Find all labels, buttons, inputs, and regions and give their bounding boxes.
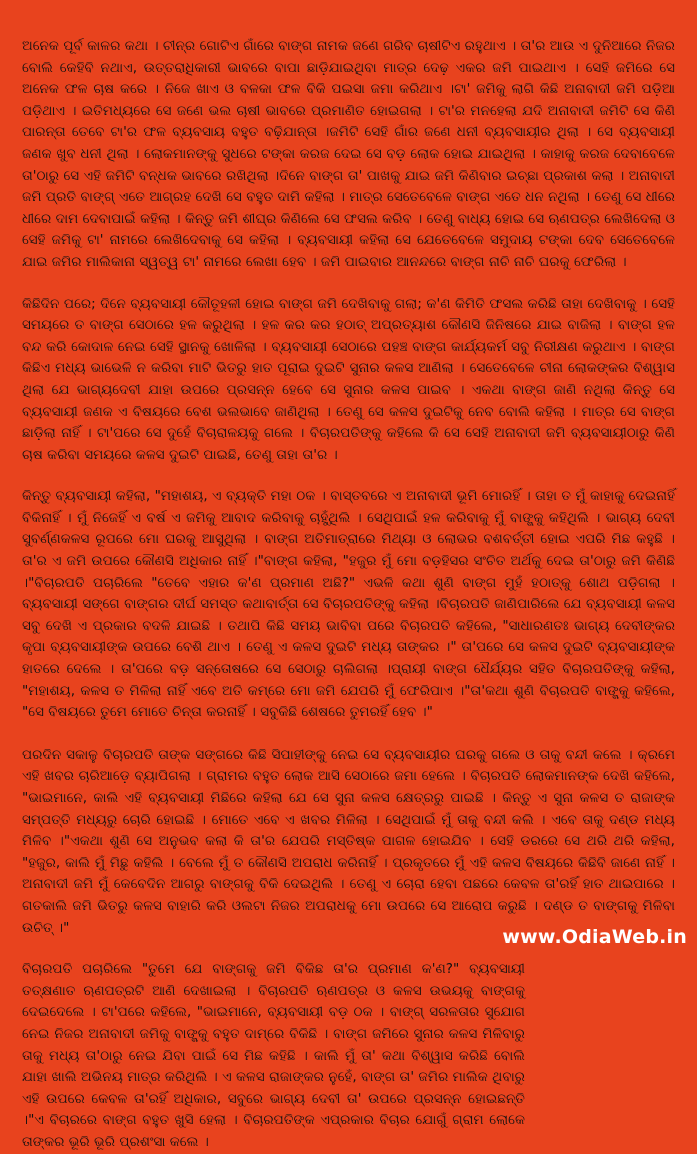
- story-paragraph-5: ବିଚାରପତି ପଚାରିଲେ "ତୁମେ ଯେ ବାଙ୍ଗକୁ ଜମି ବିକିଛ ତା'ର ପ୍ରମାଣ କ'ଣ?" ବ୍ୟବସାୟୀ ତତ୍କ୍ଷଣାତ ଋଣପତ୍ରଟି ଆଣି ଦେଖାଇଲା । ବିଚାରପତି ଋଣପତ୍ର ଓ କଳସ ଉଭୟକୁ ବାଙ୍ଗକୁ ଦେଇଦେଲେ । ଟା'ପରେ କହିଲେ, "ଭାଇମାନେ, ବ୍ୟବସାୟୀ ବଡ଼ ଠକ । ବାଙ୍ଗ୍ ସରଳତାର ସୁଯୋଗ ନେଇ ନିଜର ଅନାବାଦୀ ଜମିକୁ ବାଙ୍ଗ୍କୁ ବହୁତ ଦାମ୍ରେ ବିକିଛି । ବାଙ୍ଗ ଜମିରେ ସୁନାର କଳସ ମିଳିବାରୁ ତାକୁ ମଧ୍ୟ ତା'ଠାରୁ ନେଇ ଯିବା ପାଇଁ ସେ ମିଛ କହିଛି । କାଲି ମୁଁ ତା' କଥା ବିଶ୍ୱାସ କରିଛି ବୋଲି ଯାହା ଖାଲି ଅଭିନୟ ମାତ୍ର କରିଥିଲି । ଏ କଳସ ରାଜାଙ୍କର ନୁହେଁ, ବାଙ୍ଗ ତା' ଜମିର ମାଲିକ ଥିବାରୁ ଏହି ଉପରେ କେବଳ ତା'ରହିଁ ଅଧିକାର, ସବୁରେ ଭାଗ୍ୟ ଦେବୀ ତା' ଉପରେ ପ୍ରସନ୍ନ ହୋଇଛନ୍ତି ।"ଏ ବିଚାରରେ ବାଙ୍ଗ ବହୁତ ଖୁସି ହେଲା । ବିଚାରପତିଙ୍କ ଏପ୍ରକାର ବିଚାର ଯୋଗୁଁ ଗ୍ରାମ ଲୋକେ ତାଙ୍କର ଭୂରି ଭୂରି ପ୍ରଶଂସା କଲେ ।: [22, 961, 525, 1150]
- story-paragraph-1: ଅନେକ ପୂର୍ବ କାଳର କଥା । ଚୀନ୍ର ଗୋଟିଏ ଗାଁରେ ବାଙ୍ଗ ନାମକ ଜଣେ ଗରିବ ଚାଷୀଟିଏ ରହୁଥାଏ । ତା'ର ଆଉ ଏ ଦୁନିଆରେ ନିଜର ବୋଲି କେହିବି ନଥାଏ, ଉତ୍ତରାଧିକାରୀ ଭାବରେ ବାପା ଛାଡ଼ିଯାଇଥିବା ମାତ୍ର ଦେଢ଼ ଏକର ଜମି ପାଇଥାଏ । ସେହି ଜମିରେ ସେ ଅନେକ ଫଳ ଚାଷ କରେ । ନିଜେ ଖାଏ ଓ ବଳକା ଫଳ ବିକି ପଇସା ଜମା କରିଥାଏ ।ଟା' ଜମିକୁ ଲାଗି କିଛି ଅନାବାଦୀ ଜମି ପଡ଼ିଆ ପଡ଼ିଥାଏ । ଇତିମଧ୍ୟରେ ସେ ଜଣେ ଭଲ ଚାଷୀ ଭାବରେ ପ୍ରମାଣିତ ହୋଇଗଲା । ଟା'ର ମନହେଲା ଯଦି ଅନାବାଦୀ ଜମିଟି ସେ କିଣି ପାରନ୍ତା ତେବେ ଟା'ର ଫଳ ବ୍ୟବସାୟ ବହୁତ ବଢ଼ିଯାନ୍ତା ।ଜମିଟି ସେହି ଗାଁର ଜଣେ ଧନୀ ବ୍ୟବସାୟୀର ଥିଲା । ସେ ବ୍ୟବସାୟୀ ଜଣକ ଖୁବ ଧନୀ ଥିଲା । ଲୋକମାନଙ୍କୁ ସୁଧରେ ଟଙ୍କା କରଜ ଦେଇ ସେ ବଡ଼ ଲୋକ ହୋଇ ଯାଇଥିଲା । କାହାକୁ କରଜ ଦେବାବେଳେ ତା'ଠାରୁ ସେ ଏହି ଜମିଟି ବନ୍ଧକ ଭାବରେ ରଖିଥିଲା ।ଦିନେ ବାଙ୍ଗ ତା' ପାଖକୁ ଯାଇ ଜମି କିଣିବାର ଇଚ୍ଛା ପ୍ରକାଶ କଲା । ଅନାବାଦୀ ଜମି ପ୍ରତି ବାଙ୍ଗ୍ ଏତେ ଆଗ୍ରହ ଦେଖି ସେ ବହୁତ ଦାମି କହିଲା । ମାତ୍ର ସେତେବେଳେ ବାଙ୍ଗ ଏତେ ଧନ ନଥିଲା । ତେଣୁ ସେ ଧୀରେ ଧୀରେ ଦାମ ଦେବାପାଇଁ କହିଲା । କିନ୍ତୁ ଜମି ଶୀଘ୍ର କିଣିଲେ ସେ ଫସଲ କରିବ । ତେଣୁ ବାଧ୍ୟ ହୋଇ ସେ ଋଣପତ୍ର ଲେଖିଦେଲା ଓ ସେହି ଜମିକୁ ଟା' ନାମରେ ଲେଖିଦେବାକୁ ସେ କହିଲା । ବ୍ୟବସାୟୀ କହିଲା ସେ ଯେତେବେଳେ ସମୁଦାୟ ଟଙ୍କା ଦେବ ସେତେବେଳେ ଯାଇ ଜମିର ମାଲିକାନା ସ୍ୱତ୍ୱ ଟା' ନାମରେ ଲେଖା ହେବ । ଜମି ପାଇବାର ଆନନ୍ଦରେ ବାଙ୍ଗ ନାଚି ନାଚି ଘରକୁ ଫେରିଲା ।: [22, 38, 675, 270]
- site-watermark: www.OdiaWeb.in: [502, 926, 687, 948]
- story-paragraph-2: କିଛିଦିନ ପରେ; ଦିନେ ବ୍ୟବସାୟୀ କୌତୂହଳୀ ହୋଇ ବାଙ୍ଗ ଜମି ଦେଖିବାକୁ ଗଲା; କ'ଣ କିମିତି ଫସଲ କରିଛି ତାହା ଦେଖିବାକୁ । ସେହି ସମୟରେ ତ ବାଙ୍ଗ ସେଠାରେ ହଳ କରୁଥିଲା । ହଳ କର କର ହଠାତ୍ ଅପ୍ରତ୍ୟାଶ କୌଣସି ଜିନିଷରେ ଯାଇ ବାଜିଲା । ବାଙ୍ଗ ହଳ ବନ୍ଦ କରି କୋଦାଳ ନେଇ ସେହି ସ୍ଥାନକୁ ଖୋଳିଲା । ବ୍ୟବସାୟୀ ସେଠାରେ ପହଞ୍ଚ ବାଙ୍ଗ କାର୍ଯ୍ୟକର୍ମ ସବୁ ନିରୀକ୍ଷଣ କରୁଥାଏ । ବାଙ୍ଗ କିଛିଏ ମଧ୍ୟ ଭାଭେଳି ନ କରିବା ମାଟି ଭିତରୁ ହାତ ପୂରାଇ ଦୁଇଟି ସୁନାର କଳସ ଆଣିଲା । ସେତେବେଳେ ଚୀନା ଲୋକଙ୍କର ବିଶ୍ୱାସ ଥିଲା ଯେ ଭାଗ୍ୟଦେବୀ ଯାହା ଉପରେ ପ୍ରସନ୍ନ ହେବେ ସେ ସୁନାର କଳସ ପାଇବ । ଏକଥା ବାଙ୍ଗ ଜାଣି ନଥିଲା କିନ୍ତୁ ସେ ବ୍ୟବସାୟୀ ଜଣକ ଏ ବିଷୟରେ ବେଶ ଭଲଭାବେ ଜାଣିଥିଲା । ତେଣୁ ସେ କଳସ ଦୁଇଟିକୁ ନେବ ବୋଲି କହିଲା । ମାତ୍ର ସେ ବାଙ୍ଗ ଛାଡ଼ିଲା ନାହିଁ । ଟା'ପରେ ସେ ଦୁହେଁ ବିଚାରାଳୟକୁ ଗଲେ । ବିଚାରପତିଙ୍କୁ କହିଲେ କି ସେ ସେହି ଅନାବାଦୀ ଜମି ବ୍ୟବସାୟୀଠାରୁ କିଣି ଚାଷ କରିବା ସମୟରେ କଳସ ଦୁଇଟି ପାଇଛି, ତେଣୁ ତାହା ତା'ର ।: [22, 295, 675, 463]
- story-paragraph-3: କିନ୍ତୁ ବ୍ୟବସାୟୀ କହିଲା, "ମହାଶୟ, ଏ ବ୍ୟକ୍ତି ମହା ଠକ । ବାସ୍ତବରେ ଏ ଅନାବାଦୀ ଭୂମି ମୋରହିଁ । ତାହା ତ ମୁଁ କାହାକୁ ଦେଇନାହିଁ ବିକିନାହିଁ । ମୁଁ ନିଜେହିଁ ଏ ବର୍ଷ ଏ ଜମିକୁ ଆବାଦ କରିବାକୁ ଚାହୁଁଥିଲି । ସେଥିପାଇଁ ହଳ କରିବାକୁ ମୁଁ ବାଙ୍ଗ୍କୁ କହିଥିଲି । ଭାଗ୍ୟ ଦେବୀ ସୁବର୍ଣ୍ଣକଳସ ରୂପରେ ମୋ ଘରକୁ ଆସୁଥିଲା । ବାଙ୍ଗ ଅତିମାତ୍ରାରେ ମିଥ୍ୟା ଓ ଲୋଭର ବଶବର୍ତ୍ତୀ ହୋଇ ଏପରି ମିଛ କହୁଛି । ତା'ର ଏ ଜମି ଉପରେ କୌଣସି ଅଧିକାର ନାହିଁ ।"ବାଙ୍ଗ କହିଲା, "ହଜୁର ମୁଁ ମୋ ବଡ଼ହିସର ସଂଚିତ ଅର୍ଥକୁ ଦେଇ ତା'ଠାରୁ ଜମି କିଣିଛି ।"ବିଚାରପତି ପଚାରିଲେ "ତେବେ ଏହାର କ'ଣ ପ୍ରମାଣ ଅଛି?" ଏଭଳି କଥା ଶୁଣି ବାଙ୍ଗ ମୁହଁ ହଠାତ୍କୁ ଶୋଥ ପଡ଼ିଗଲା । ବ୍ୟବସାୟୀ ସଙ୍ଗେ ବାଙ୍ଗର ଦୀର୍ଘ ସମସ୍ତ କଥାବାର୍ତ୍ତା ସେ ବିଚାରପତିଙ୍କୁ କହିଲା ।ବିଚାରପତି ଜାଣିପାରିଲେ ଯେ ବ୍ୟବସାୟୀ କଳସ ସବୁ ଦେଖି ଏ ପ୍ରକାର ବଦଳି ଯାଇଛି । ତଥାପି କିଛି ସମୟ ଭାବିବା ପରେ ବିଚାରପତି କହିଲେ, "ସାଧାରଣତଃ ଭାଗ୍ୟ ଦେବୀଙ୍କର କୃପା ବ୍ୟବସାୟୀଙ୍କ ଉପରେ ବେଶି ଥାଏ । ତେଣୁ ଏ କଳସ ଦୁଇଟି ମଧ୍ୟ ତାଙ୍କର ।" ତା'ପରେ ସେ କଳସ ଦୁଇଟି ବ୍ୟବସାୟୀଙ୍କ ହାତରେ ଦେଲେ । ତା'ପରେ ବଡ଼ ସନ୍ତୋଷରେ ସେ ସେଠାରୁ ଚାଲିଗଲା ।ପ୍ରାୟୀ ବାଙ୍ଗ ଧୈର୍ଯ୍ୟର ସହିତ ବିଚାରପତିଙ୍କୁ କହିଲା, "ମହାଶୟ, କଳସ ତ ମିଳିଲା ନାହିଁ ଏବେ ଅତି କମ୍ରେ ମୋ ଜମି ଯେପରି ମୁଁ ଫେରିପାଏ ।"ତା'କଥା ଶୁଣି ବିଚାରପତି ବାଙ୍ଗ୍କୁ କହିଲେ, "ସେ ବିଷୟରେ ତୁମେ ମୋତେ ଚିନ୍ତା କରନାହିଁ । ସବୁକିଛି ଶେଷରେ ତୁମରହିଁ ହେବ ।": [22, 488, 675, 721]
- story-paragraph-4: ପରଦିନ ସକାଳୁ ବିଚାରପତି ତାଙ୍କ ସଙ୍ଗରେ କିଛି ସିପାହୀଙ୍କୁ ନେଇ ସେ ବ୍ୟବସାୟୀର ଘରକୁ ଗଲେ ଓ ତାକୁ ବନ୍ଦୀ କଲେ । କ୍ରମେ ଏହି ଖବର ଚାରିଆଡ଼େ ବ୍ୟାପିଗଲା । ଗ୍ରାମର ବହୁତ ଲୋକ ଆସି ସେଠାରେ ଜମା ହେଲେ । ବିଚାରପତି ଲୋକମାନଙ୍କ ଦେଖି କହିଲେ, "ଭାଇମାନେ, କାଲି ଏହି ବ୍ୟବସାୟୀ ମିଛିରେ କହିଲା ଯେ ସେ ସୁନା କଳସ କ୍ଷେତ୍ରରୁ ପାଇଛି । କିନ୍ତୁ ଏ ସୁନା କଳସ ତ ରାଜାଙ୍କ ସମ୍ପତ୍ତି ମଧ୍ୟରୁ ଚୋରି ହୋଇଛି । ମୋତେ ଏବେ ଏ ଖବର ମିଳିଲା । ସେଥିପାଇଁ ମୁଁ ତାକୁ ବନ୍ଦୀ କଲି । ଏବେ ତାକୁ ଦଣ୍ଡ ମଧ୍ୟ ମିଳିବ ।"ଏକଥା ଶୁଣି ସେ ଅନୁଭବ କଲା କି ତା'ର ଯେପରି ମସ୍ତିଷ୍କ ପାଗଳ ହୋଇଯିବ । ସେହି ଡରରେ ସେ ଥରି ଥରି କହିଲା, "ହଜୁର, କାଲି ମୁଁ ମିଛୁ କହିଲି । ବେଲେ ମୁଁ ତ କୌଣସି ଅପରାଧ କରିନାହିଁ । ପ୍ରକୃତରେ ମୁଁ ଏହି କଳସ ବିଷୟରେ କିଛିବି ଜାଣେ ନାହିଁ । ଅନାବାଦୀ ଜମି ମୁଁ କେବେଦିନ ଆଗରୁ ବାଙ୍ଗକୁ ବିକି ଦେଇଥିଲି । ତେଣୁ ଏ ଚୋରା ହେବା ପଛରେ କେବଳ ତା'ରହିଁ ହାତ ଥାଇପାରେ । ଗତକାଲି ଜମି ଭିତରୁ କଳସ ବାହାରି କରି ଓଲଟା ନିଜର ଅପରାଧକୁ ମୋ ଉପରେ ସେ ଆରୋପ କରୁଛି । ଦଣ୍ଡ ତ ବାଙ୍ଗକୁ ମିଳିବା ଉଚିତ୍ ।": [22, 746, 675, 936]
